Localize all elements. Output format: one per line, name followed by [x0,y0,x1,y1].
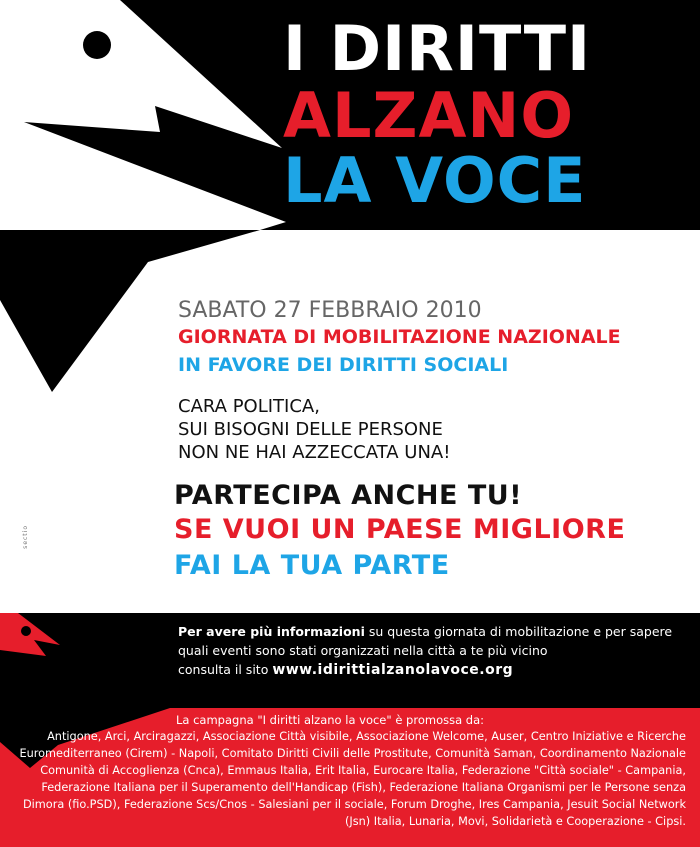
message-line-3: NON NE HAI AZZECCATA UNA! [178,442,451,463]
promoters-list: Antigone, Arci, Arciragazzi, Associazione Città visibile, Associazione Welcome, Auser, Centro Iniziative e Ricerche Euromediterraneo (Cirem) - Napoli, Comitato Diritti Civili delle Prostitute, Comunità Saman, Coordinamento Nazionale Comunità di Accoglienza (Cnca), Emmaus Italia, Erit Italia, Eurocare Italia, Federazione "Città sociale" - Campania, Federazione Italiana per il Superamento dell'Handicap (Fish), Federazione Italiana Organismi per le Persone senza Dimora (fio.PSD), Federazione Scs/Cnos - Salesiani per il sociale, Forum Droghe, Ires Campania, Jesuit Social Network (Jsn) Italia, Lunaria, Movi, Solidarietà e Cooperazione - Cipsi. [19,730,686,828]
website-link[interactable]: www.idirittialzanolavoce.org [272,662,514,678]
designer-credit: sectio [22,525,29,549]
headline-line-2: ALZANO [283,79,575,152]
event-date: SABATO 27 FEBBRAIO 2010 [178,298,482,323]
message-line-1: CARA POLITICA, [178,396,320,417]
headline-line-1: I DIRITTI [283,12,592,85]
small-face-eye [21,626,31,636]
cta-line-2: SE VUOI UN PAESE MIGLIORE [174,514,626,545]
info-paragraph [178,622,688,680]
info-text-2: consulta il sito [178,662,273,677]
headline-line-3: LA VOCE [283,144,587,217]
event-title-line-2: IN FAVORE DEI DIRITTI SOCIALI [178,354,509,376]
info-lead: Per avere più informazioni [178,624,365,639]
face-eye [83,31,111,59]
small-face-red-shape [0,613,60,656]
face-white-shape [0,0,286,230]
info-text-1: su questa giornata di mobilitazione e per sapere quali eventi sono stati organizzati nella città a te più vicino [178,624,673,658]
message-line-2: SUI BISOGNI DELLE PERSONE [178,419,443,440]
cta-line-1: PARTECIPA ANCHE TU! [174,480,523,511]
cta-line-3: FAI LA TUA PARTE [174,550,450,581]
promoters-title: La campagna "I diritti alzano la voce" è promossa da: [176,713,485,727]
message-block [178,395,450,464]
event-title-line-1: GIORNATA DI MOBILITAZIONE NAZIONALE [178,326,621,348]
